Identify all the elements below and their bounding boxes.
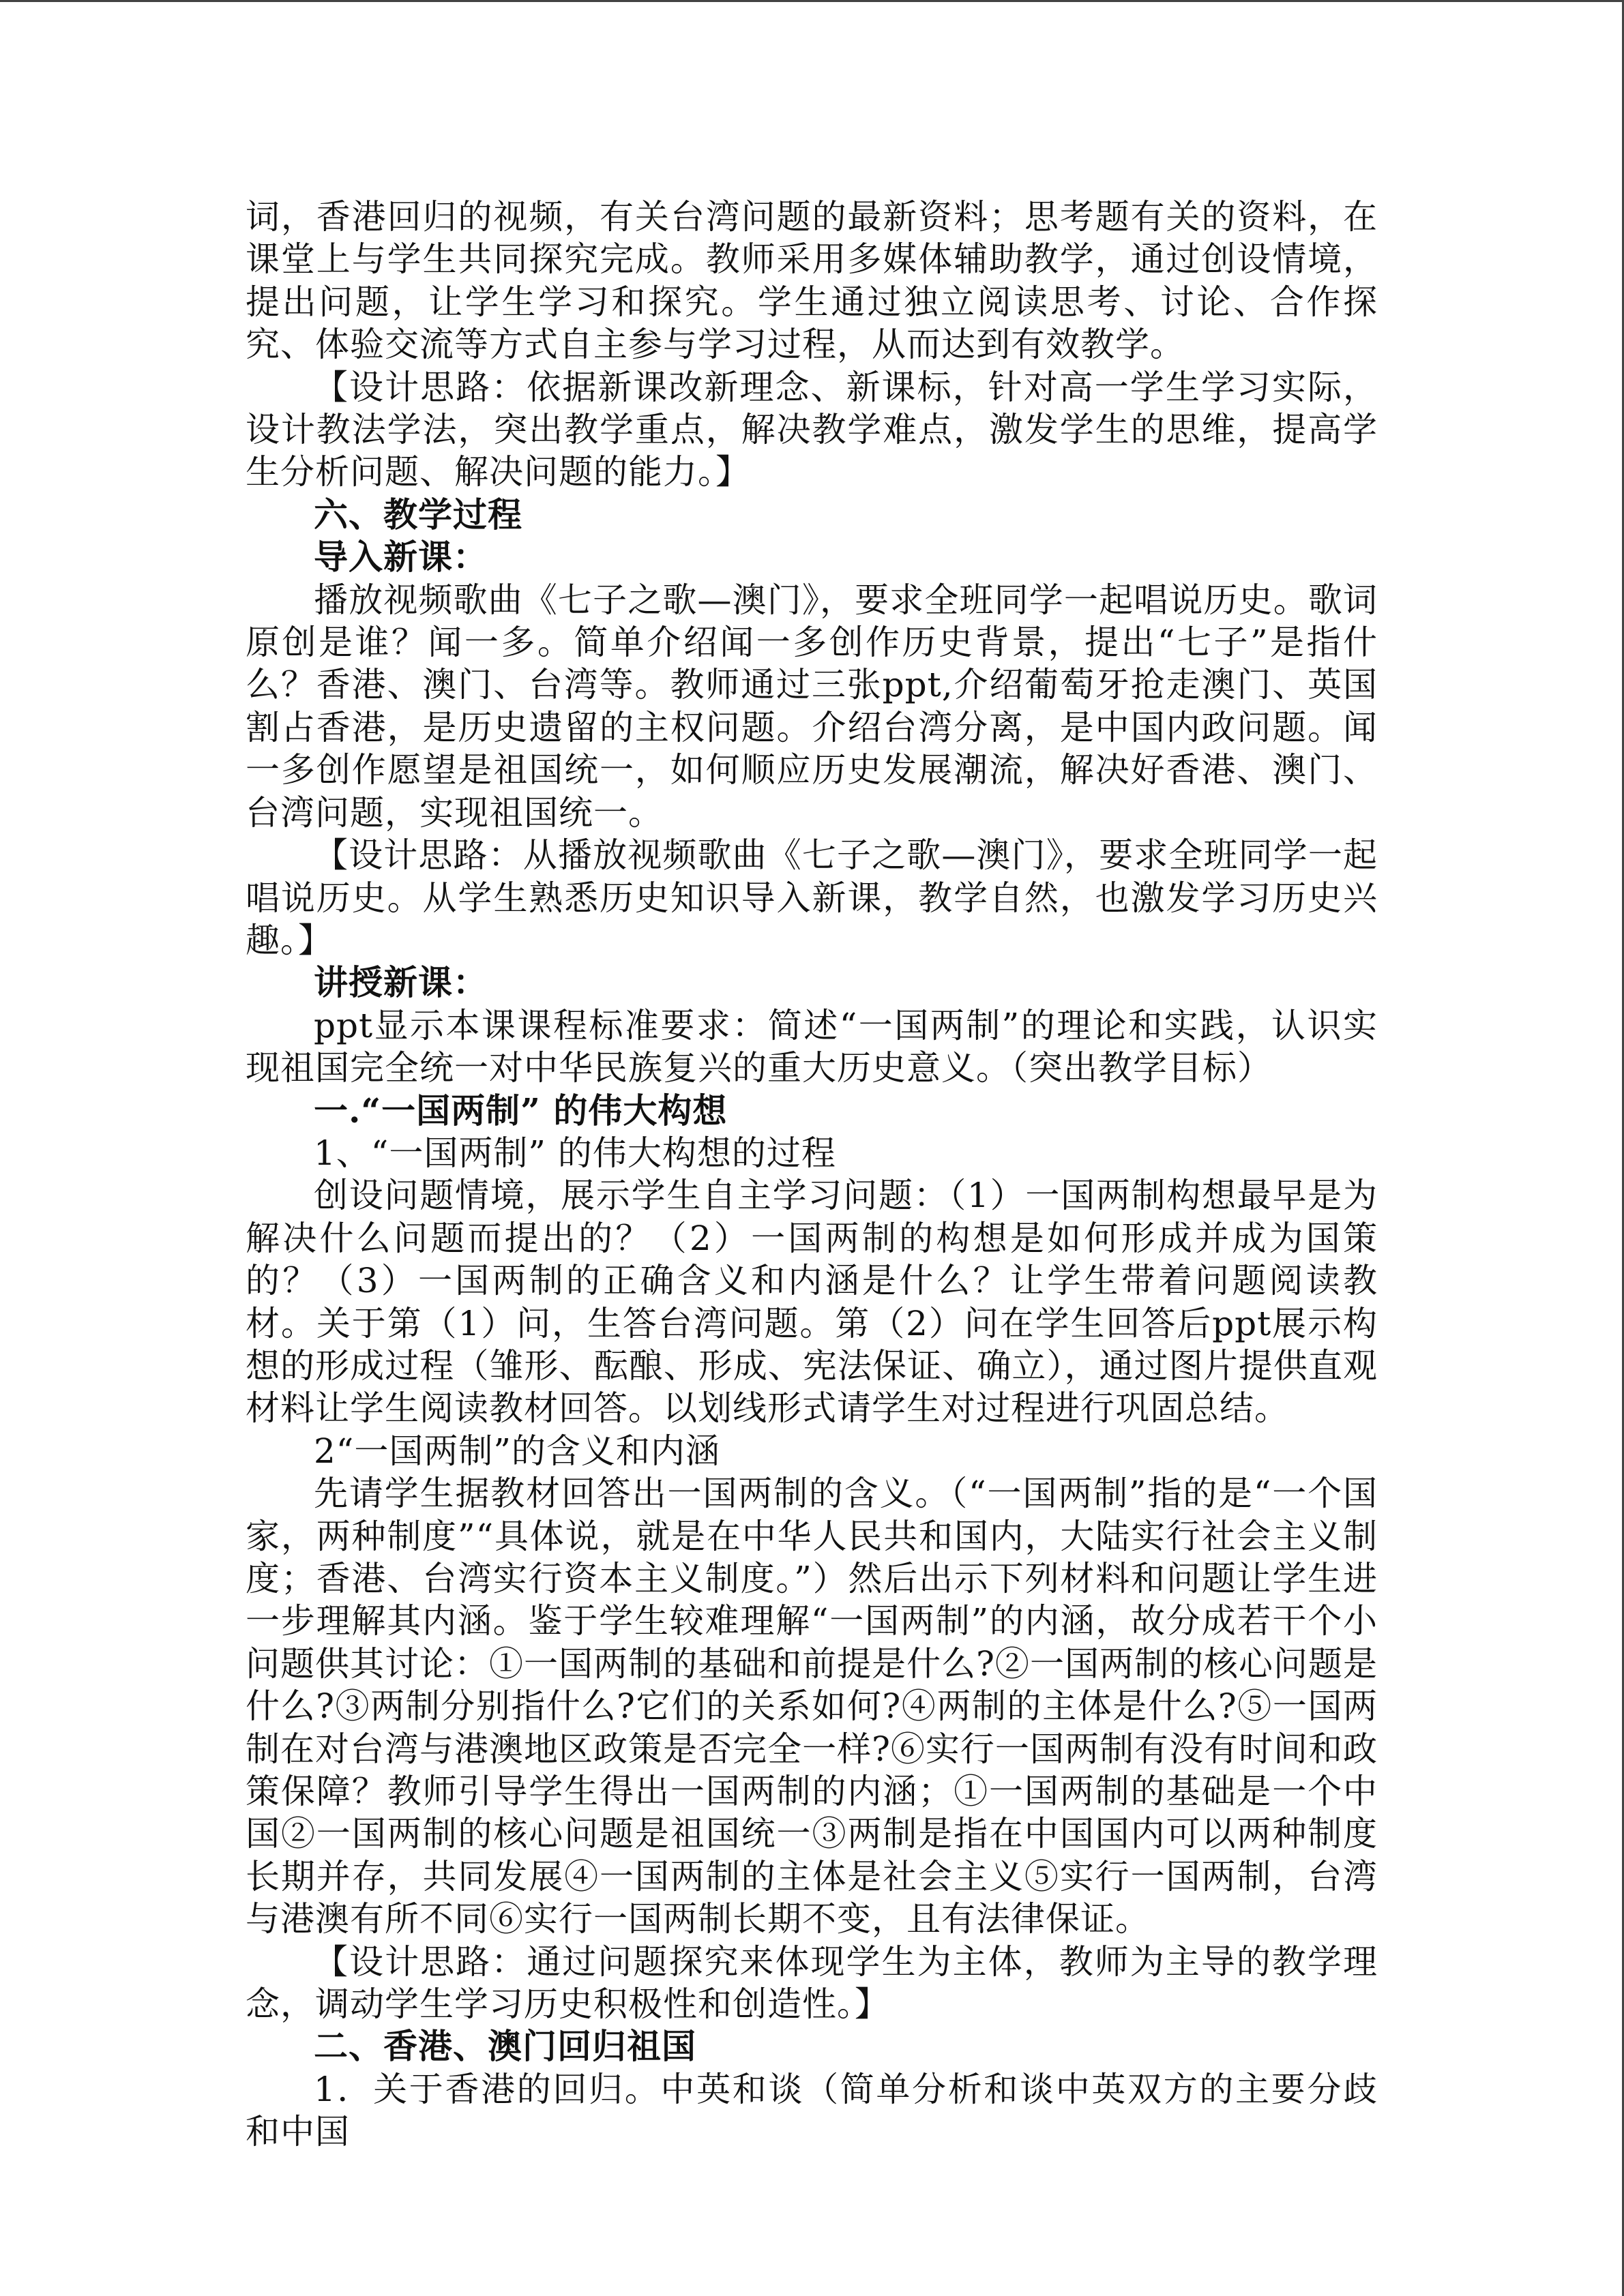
subheading: 1、“一国两制” 的伟大构想的过程 [314,1133,836,1173]
document-body [246,196,1378,2153]
design-note: 【设计思路：从播放视频歌曲《七子之歌—澳门》，要求全班同学一起唱说历史。从学生熟悉历史知识导入新课，教学自然，也激发学习历史兴趣。】 [246,835,1378,960]
subsection-heading: 讲授新课： [314,962,488,1003]
paragraph: ppt显示本课课程标准要求：简述“一国两制”的理论和实践，认识实现祖国完全统一对中华民族复兴的重大历史意义。（突出教学目标） [246,1005,1378,1088]
paragraph: 先请学生据教材回答出一国两制的含义。（“一国两制”指的是“一个国家，两种制度”“具体说，就是在中华人民共和国内，大陆实行社会主义制度；香港、台湾实行资本主义制度。”）然后出示下列材料和问题让学生进一步理解其内涵。鉴于学生较难理解“一国两制”的内涵，故分成若干个小问题供其讨论：①一国两制的基础和前提是什么?②一国两制的核心问题是什么?③两制分别指什么?它们的关系如何?④两制的主体是什么?⑤一国两制在对台湾与港澳地区政策是否完全一样?⑥实行一国两制有没有时间和政策保障？教师引导学生得出一国两制的内涵；①一国两制的基础是一个中国②一国两制的核心问题是祖国统一③两制是指在中国国内可以两种制度长期并存，共同发展④一国两制的主体是社会主义⑤实行一国两制，台湾与港澳有所不同⑥实行一国两制长期不变，且有法律保证。 [246,1474,1378,1939]
paragraph: 1．关于香港的回归。中英和谈（简单分析和谈中英双方的主要分歧和中国 [246,2069,1378,2152]
paragraph: 播放视频歌曲《七子之歌—澳门》，要求全班同学一起唱说历史。歌词原创是谁？闻一多。简单介绍闻一多创作历史背景，提出“七子”是指什么？香港、澳门、台湾等。教师通过三张ppt,介绍葡萄牙抢走澳门、英国割占香港，是历史遗留的主权问题。介绍台湾分离，是中国内政问题。闻一多创作愿望是祖国统一，如何顺应历史发展潮流，解决好香港、澳门、台湾问题，实现祖国统一。 [246,580,1378,833]
design-note: 【设计思路：通过问题探究来体现学生为主体，教师为主导的教学理念，调动学生学习历史积极性和创造性。】 [246,1941,1378,2025]
section-heading: 二、香港、澳门回归祖国 [314,2026,696,2067]
paragraph: 创设问题情境，展示学生自主学习问题：（1）一国两制构想最早是为解决什么问题而提出的？（2）一国两制的构想是如何形成并成为国策的？（3）一国两制的正确含义和内涵是什么？让学生带着问题阅读教材。关于第（1）问，生答台湾问题。第（2）问在学生回答后ppt展示构想的形成过程（雏形、酝酿、形成、宪法保证、确立），通过图片提供直观材料让学生阅读教材回答。以划线形式请学生对过程进行巩固总结。 [246,1176,1378,1429]
subheading: 2“一国两制”的含义和内涵 [314,1431,720,1471]
design-note: 【设计思路：依据新课改新理念、新课标，针对高一学生学习实际，设计教法学法，突出教学重点，解决教学难点，激发学生的思维，提高学生分析问题、解决问题的能力。】 [246,367,1378,492]
paragraph: 词，香港回归的视频，有关台湾问题的最新资料；思考题有关的资料，在课堂上与学生共同探究完成。教师采用多媒体辅助教学，通过创设情境，提出问题，让学生学习和探究。学生通过独立阅读思考、讨论、合作探究、体验交流等方式自主参与学习过程，从而达到有效教学。 [246,197,1378,365]
section-heading: 六、教学过程 [314,494,522,535]
section-heading: 一.“一国两制” 的伟大构想 [314,1090,728,1131]
subsection-heading: 导入新课： [314,537,488,578]
